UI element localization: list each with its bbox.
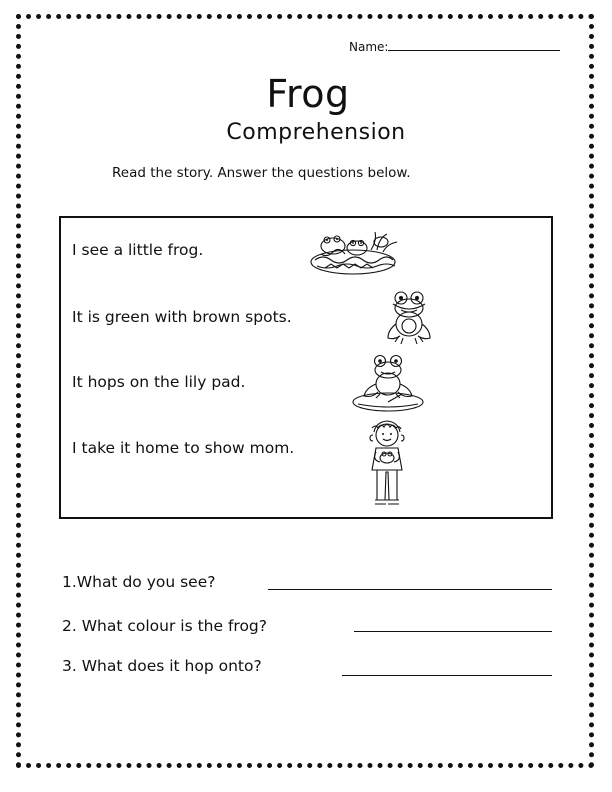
name-blank[interactable]: [388, 39, 560, 51]
story-line-2: It is green with brown spots.: [72, 308, 292, 326]
child-holding-frog-icon: [364, 418, 410, 510]
frogs-on-nest-icon: [305, 224, 405, 280]
question-2: 2. What colour is the frog?: [62, 617, 267, 635]
instructions: Read the story. Answer the questions below.: [112, 165, 411, 181]
worksheet-subtitle: Comprehension: [226, 120, 406, 145]
sitting-frog-icon: [383, 288, 435, 346]
answer-line-2[interactable]: [354, 631, 552, 632]
name-label: Name:: [349, 40, 389, 54]
story-line-3: It hops on the lily pad.: [72, 373, 246, 391]
name-field[interactable]: [349, 39, 560, 54]
story-line-1: I see a little frog.: [72, 241, 204, 259]
answer-line-1[interactable]: [268, 589, 552, 590]
frog-on-lily-pad-icon: [350, 352, 426, 414]
question-1: 1.What do you see?: [62, 573, 216, 591]
worksheet-title: Frog: [266, 72, 350, 116]
answer-line-3[interactable]: [342, 675, 552, 676]
question-3: 3. What does it hop onto?: [62, 657, 262, 675]
story-line-4: I take it home to show mom.: [72, 439, 295, 457]
